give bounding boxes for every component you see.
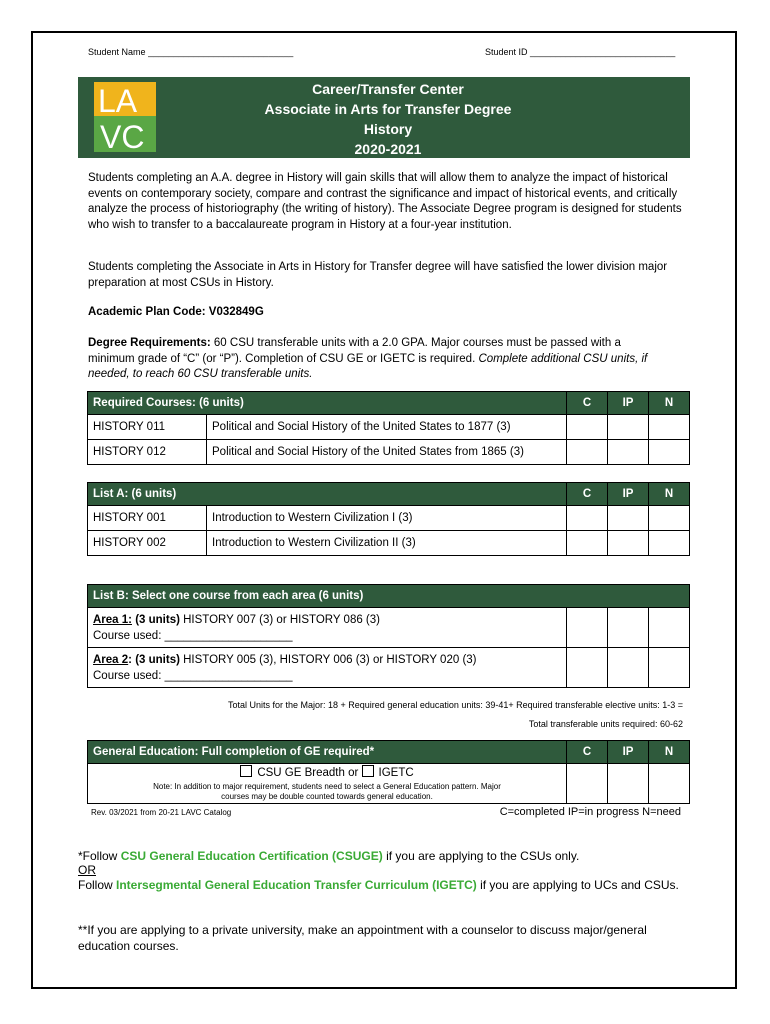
degree-req-italic: Complete additional CSU units, if needed, to reach 60 CSU transferable units. (88, 352, 648, 380)
area-1-text: HISTORY 007 (3) or HISTORY 086 (3) (179, 613, 380, 626)
col-n-header: N (649, 741, 690, 764)
checkbox-n[interactable] (649, 764, 690, 804)
igetc-label: IGETC (378, 767, 414, 779)
lavc-logo (94, 82, 156, 152)
checkbox-n[interactable] (649, 506, 690, 531)
col-ip-header: IP (608, 741, 649, 764)
or-label: OR (78, 863, 96, 877)
csuge-link[interactable]: CSU General Education Certification (CSUGE) (120, 849, 383, 863)
area-1-units: (3 units) (132, 613, 180, 626)
header-line-3: History (363, 121, 413, 137)
ge-note-1: Note: In addition to major requirement, students need to select a General Education pattern. Major (153, 782, 501, 791)
checkbox-n[interactable] (649, 608, 690, 648)
header-line-2: Associate in Arts for Transfer Degree (264, 101, 512, 117)
area-1-course-used[interactable]: Course used: ____________________ (93, 629, 293, 642)
course-code: HISTORY 012 (88, 440, 207, 465)
table-row (88, 440, 690, 465)
col-ip-header: IP (608, 483, 649, 506)
follow-1-prefix: *Follow (78, 849, 121, 863)
follow-csuge (78, 849, 718, 865)
private-university-note: **If you are applying to a private university, make an appointment with a counselor to discuss major/general education courses. (78, 923, 647, 953)
degree-req-text: 60 CSU transferable units with a 2.0 GPA. Major courses must be passed with a minimum grade of “C” (or “P”). Completion of CSU GE or IGETC is required. (88, 337, 621, 365)
checkbox-ip[interactable] (608, 608, 649, 648)
student-name-line: _____________________________ (148, 47, 294, 57)
checkbox-c[interactable] (567, 440, 608, 465)
table-row (88, 415, 690, 440)
igetc-checkbox[interactable] (362, 765, 374, 777)
table-row (88, 648, 690, 688)
student-id-label: Student ID (485, 47, 528, 57)
required-courses-header: Required Courses: (6 units) (88, 392, 567, 415)
checkbox-ip[interactable] (608, 506, 649, 531)
checkbox-n[interactable] (649, 415, 690, 440)
checkbox-ip[interactable] (608, 764, 649, 804)
area-2-cell (88, 648, 567, 688)
degree-req-label: Degree Requirements: (88, 337, 211, 349)
checkbox-ip[interactable] (608, 440, 649, 465)
ge-header: General Education: Full completion of GE required* (88, 741, 567, 764)
course-name: Political and Social History of the United States from 1865 (3) (207, 440, 567, 465)
student-id-field[interactable] (485, 47, 675, 57)
checkbox-c[interactable] (567, 415, 608, 440)
table-row (88, 531, 690, 556)
header-line-1: Career/Transfer Center (312, 81, 464, 97)
status-legend: C=completed IP=in progress N=need (499, 806, 681, 818)
checkbox-n[interactable] (649, 531, 690, 556)
header-banner (78, 77, 690, 158)
total-units-line: Total Units for the Major: 18 + Required general education units: 39-41+ Required transferable elective units: 1-3 = (227, 700, 683, 710)
checkbox-c[interactable] (567, 506, 608, 531)
table-row (88, 764, 690, 804)
document-page (31, 31, 737, 989)
list-a-table (87, 482, 690, 556)
col-ip-header: IP (608, 392, 649, 415)
logo-top-text: LA (98, 83, 138, 119)
area-1-cell (88, 608, 567, 648)
checkbox-c[interactable] (567, 608, 608, 648)
checkbox-n[interactable] (649, 648, 690, 688)
checkbox-n[interactable] (649, 440, 690, 465)
checkbox-ip[interactable] (608, 531, 649, 556)
revision-note: Rev. 03/2021 from 20-21 LAVC Catalog (91, 808, 232, 817)
course-code: HISTORY 011 (88, 415, 207, 440)
general-education-table (87, 740, 690, 804)
checkbox-ip[interactable] (608, 415, 649, 440)
table-row (88, 506, 690, 531)
area-2-label: Area 2 (93, 653, 129, 666)
course-code: HISTORY 002 (88, 531, 207, 556)
follow-2-suffix: if you are applying to UCs and CSUs. (476, 878, 679, 892)
csu-ge-checkbox[interactable] (240, 765, 252, 777)
student-name-label: Student Name (88, 47, 146, 57)
table-row (88, 608, 690, 648)
list-b-table (87, 584, 690, 688)
logo-bottom-text: VC (100, 119, 145, 152)
header-titles (178, 79, 598, 159)
required-courses-table (87, 391, 690, 465)
area-2-units: : (3 units) (128, 653, 180, 666)
area-2-course-used[interactable]: Course used: ____________________ (93, 669, 293, 682)
intro-paragraph-1: Students completing an A.A. degree in History will gain skills that will allow them to analyze the impact of historical events on contemporary society, compare and contrast the significance and impact of historical events, and critically analyze the process of historiography (the writing of history). The Associate Degree program is designed for students who wish to transfer to a baccalaureate program in History at a four-year institution. (88, 172, 682, 231)
follow-igetc (78, 878, 728, 894)
degree-requirements (88, 336, 648, 383)
plan-code: Academic Plan Code: V032849G (88, 306, 264, 318)
igetc-link[interactable]: Intersegmental General Education Transfer Curriculum (IGETC) (116, 878, 477, 892)
csu-ge-label: CSU GE Breadth or (257, 767, 359, 779)
ge-options-cell (88, 764, 567, 804)
col-n-header: N (649, 392, 690, 415)
checkbox-ip[interactable] (608, 648, 649, 688)
col-c-header: C (567, 392, 608, 415)
checkbox-c[interactable] (567, 531, 608, 556)
student-id-line: _____________________________ (530, 47, 676, 57)
course-name: Introduction to Western Civilization II (3) (207, 531, 567, 556)
col-n-header: N (649, 483, 690, 506)
total-transferable-line: Total transferable units required: 60-62 (528, 719, 683, 729)
col-c-header: C (567, 483, 608, 506)
course-name: Introduction to Western Civilization I (3) (207, 506, 567, 531)
checkbox-c[interactable] (567, 648, 608, 688)
area-2-text: HISTORY 005 (3), HISTORY 006 (3) or HISTORY 020 (3) (179, 653, 477, 666)
header-line-4: 2020-2021 (354, 141, 422, 157)
ge-options (93, 765, 561, 779)
follow-1-suffix: if you are applying to the CSUs only. (382, 849, 580, 863)
ge-note-2: courses may be double counted towards general education. (221, 792, 433, 801)
list-b-header: List B: Select one course from each area (6 units) (88, 585, 690, 608)
follow-2-prefix: Follow (78, 878, 117, 892)
course-name: Political and Social History of the United States to 1877 (3) (207, 415, 567, 440)
area-1-label: Area 1: (93, 613, 132, 626)
intro-paragraph-2: Students completing the Associate in Arts in History for Transfer degree will have satisfied the lower division major preparation at most CSUs in History. (88, 261, 668, 289)
student-name-field[interactable] (88, 47, 293, 57)
list-a-header: List A: (6 units) (88, 483, 567, 506)
col-c-header: C (567, 741, 608, 764)
checkbox-c[interactable] (567, 764, 608, 804)
course-code: HISTORY 001 (88, 506, 207, 531)
